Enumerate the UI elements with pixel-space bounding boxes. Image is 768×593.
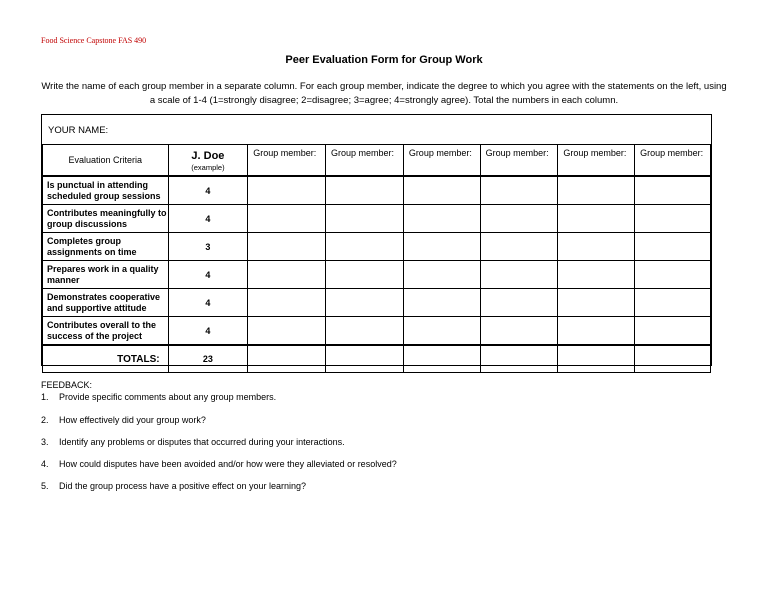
criteria-row <box>43 233 711 261</box>
instructions: Write the name of each group member in a separate column. For each group member, indicate the degree to which you agree with the statements on the left, using a scale of 1-4 (1=strongly disagree; 2=disagree; 3=agree; 4=strongly agree). Total the numbers in each column. <box>41 81 727 106</box>
example-score: 4 <box>168 289 248 317</box>
score-cell[interactable] <box>558 233 635 261</box>
feedback-item: 3. Identify any problems or disputes that occurred during your interactions. <box>41 437 345 447</box>
header-note: Food Science Capstone FAS 490 <box>41 36 147 45</box>
total-cell[interactable] <box>326 345 404 373</box>
totals-row <box>43 345 711 373</box>
score-cell[interactable] <box>480 261 558 289</box>
score-cell[interactable] <box>248 233 326 261</box>
group-member-header-3[interactable]: Group member: <box>403 145 480 177</box>
score-cell[interactable] <box>480 289 558 317</box>
criteria-row <box>43 289 711 317</box>
criterion-label: Demonstrates cooperative and supportive attitude <box>43 289 169 317</box>
example-total: 23 <box>168 345 248 373</box>
total-cell[interactable] <box>248 345 326 373</box>
example-score: 3 <box>168 233 248 261</box>
score-cell[interactable] <box>635 261 711 289</box>
score-cell[interactable] <box>326 317 404 346</box>
score-cell[interactable] <box>635 233 711 261</box>
score-cell[interactable] <box>480 205 558 233</box>
evaluation-table <box>42 144 711 373</box>
criteria-row <box>43 176 711 205</box>
evaluation-form <box>41 114 712 366</box>
score-cell[interactable] <box>403 205 480 233</box>
criterion-label: Is punctual in attending scheduled group sessions <box>43 176 169 205</box>
score-cell[interactable] <box>558 289 635 317</box>
feedback-item: 5. Did the group process have a positive effect on your learning? <box>41 481 306 491</box>
feedback-item: 4. How could disputes have been avoided and/or how were they alleviated or resolved? <box>41 459 397 469</box>
total-cell[interactable] <box>558 345 635 373</box>
score-cell[interactable] <box>326 233 404 261</box>
score-cell[interactable] <box>403 233 480 261</box>
totals-label: TOTALS: <box>43 345 169 373</box>
score-cell[interactable] <box>248 261 326 289</box>
feedback-heading: FEEDBACK: <box>41 380 93 390</box>
score-cell[interactable] <box>403 317 480 346</box>
table-header-row <box>43 145 711 177</box>
group-member-header-4[interactable]: Group member: <box>480 145 558 177</box>
total-cell[interactable] <box>480 345 558 373</box>
feedback-item: 2. How effectively did your group work? <box>41 415 206 425</box>
score-cell[interactable] <box>403 289 480 317</box>
score-cell[interactable] <box>635 205 711 233</box>
example-score: 4 <box>168 205 248 233</box>
score-cell[interactable] <box>403 261 480 289</box>
example-name: J. Doe <box>191 150 225 162</box>
criterion-label: Contributes overall to the success of the project <box>43 317 169 346</box>
total-cell[interactable] <box>635 345 711 373</box>
score-cell[interactable] <box>480 233 558 261</box>
score-cell[interactable] <box>480 317 558 346</box>
score-cell[interactable] <box>558 261 635 289</box>
criterion-label: Prepares work in a quality manner <box>43 261 169 289</box>
criteria-row <box>43 261 711 289</box>
score-cell[interactable] <box>635 317 711 346</box>
your-name-field[interactable]: YOUR NAME: <box>48 125 109 136</box>
group-member-header-1[interactable]: Group member: <box>248 145 326 177</box>
example-score: 4 <box>168 261 248 289</box>
score-cell[interactable] <box>248 317 326 346</box>
score-cell[interactable] <box>326 176 404 205</box>
score-cell[interactable] <box>326 289 404 317</box>
score-cell[interactable] <box>248 205 326 233</box>
example-score: 4 <box>168 176 248 205</box>
score-cell[interactable] <box>326 205 404 233</box>
criteria-row <box>43 205 711 233</box>
score-cell[interactable] <box>248 176 326 205</box>
group-member-header-5[interactable]: Group member: <box>558 145 635 177</box>
criteria-header: Evaluation Criteria <box>43 145 169 177</box>
example-sub: (example) <box>191 163 225 172</box>
score-cell[interactable] <box>635 289 711 317</box>
total-cell[interactable] <box>403 345 480 373</box>
score-cell[interactable] <box>558 317 635 346</box>
score-cell[interactable] <box>480 176 558 205</box>
group-member-header-6[interactable]: Group member: <box>635 145 711 177</box>
example-score: 4 <box>168 317 248 346</box>
criteria-row <box>43 317 711 346</box>
score-cell[interactable] <box>248 289 326 317</box>
score-cell[interactable] <box>403 176 480 205</box>
group-member-header-2[interactable]: Group member: <box>326 145 404 177</box>
example-column-header <box>168 145 248 177</box>
criterion-label: Completes group assignments on time <box>43 233 169 261</box>
score-cell[interactable] <box>558 205 635 233</box>
score-cell[interactable] <box>635 176 711 205</box>
feedback-item: 1. Provide specific comments about any group members. <box>41 392 277 402</box>
page-title: Peer Evaluation Form for Group Work <box>285 54 483 66</box>
criterion-label: Contributes meaningfully to group discussions <box>43 205 169 233</box>
score-cell[interactable] <box>558 176 635 205</box>
score-cell[interactable] <box>326 261 404 289</box>
